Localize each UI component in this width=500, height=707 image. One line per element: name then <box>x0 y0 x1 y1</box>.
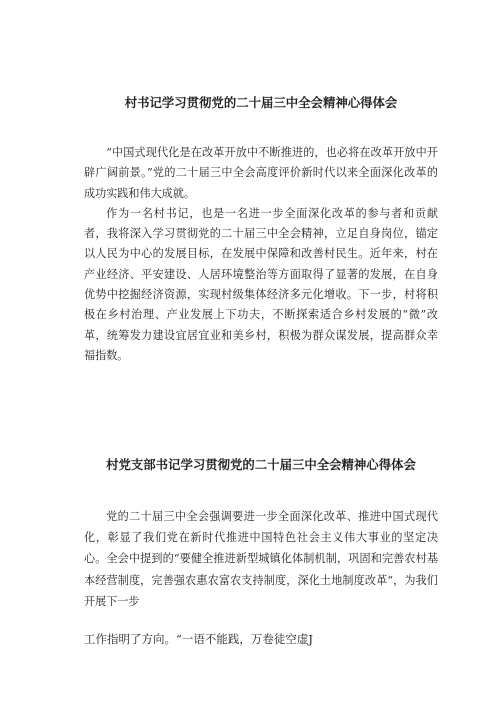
section-paragraph: 党的二十届三中全会强调要进一步全面深化改革、推进中国式现代化，彰显了我们党在新时代推进中国特色社会主义伟大事业的坚定决心。全会中提到的“要健全推进新型城镇化体制机制，巩固和完善农村基本经营制度，完善强农惠农富农支持制度，深化土地制度改革“，为我们开展下一步 <box>84 510 438 608</box>
section-title: 村党支部书记学习贯彻党的二十届三中全会精神心得体会 <box>106 457 416 472</box>
continued-paragraph: 工作指明了方向。“一语不能践，万卷徒空虚J <box>84 631 313 646</box>
section-title: 村书记学习贯彻党的二十届三中全会精神心得体会 <box>124 95 398 110</box>
reflection-section-party-branch-secretary <box>84 457 438 612</box>
section-paragraph: “中国式现代化是在改革开放中不断推进的，也必将在改革开放中开辟广阔前景。”党的二十届三中全会高度评价新时代以来全面深化改革的成功实践和伟大成就。 <box>84 146 438 200</box>
section-paragraph: 作为一名村书记，也是一名进一步全面深化改革的参与者和贡献者，我将深入学习贯彻党的二十届三中全会精神，立足自身岗位，锚定以人民为中心的发展目标，在发展中保障和改善村民生。近年来，村在产业经济、平安建设、人居环境整治等方面取得了显著的发展，在自身优势中挖掘经济资源，实现村级集体经济多元化增收。下一步，村将积极在乡村治理、产业发展上下功夫，不断探索适合乡村发展的“微”改革，统筹发力建设宜居宜业和美乡村，积极为群众谋发展，提高群众幸福指数。 <box>84 206 438 362</box>
reflection-section-village-secretary <box>84 95 438 366</box>
